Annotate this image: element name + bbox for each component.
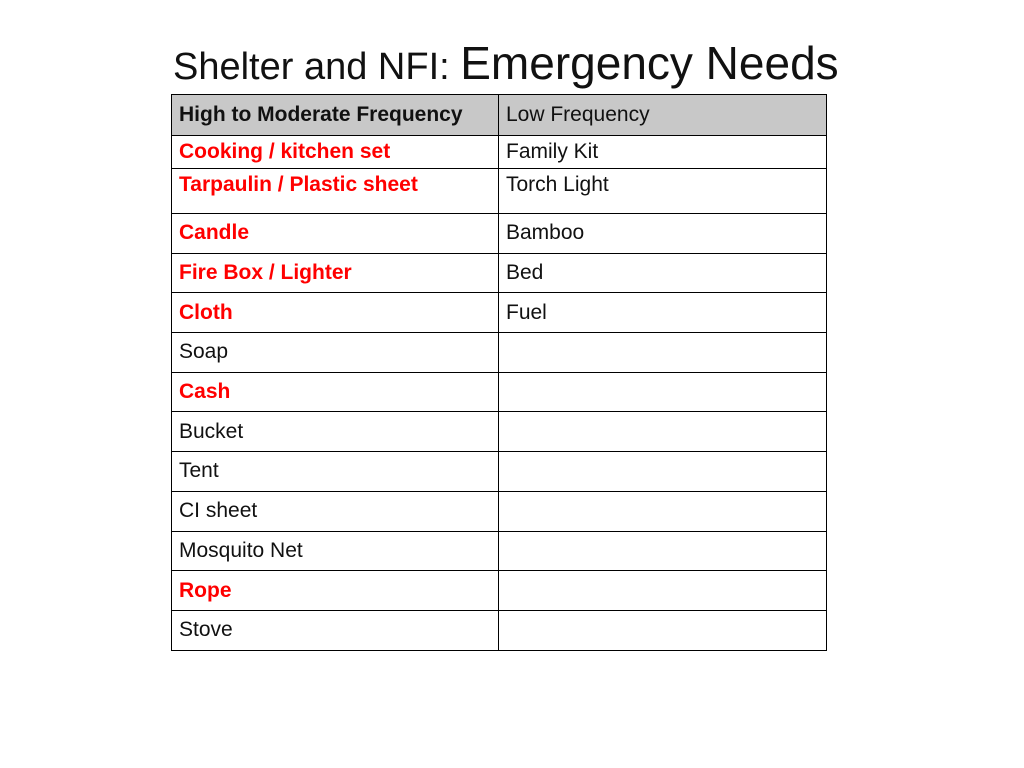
table-row [172,372,827,412]
low-frequency-cell: Bed [499,253,827,293]
table-header-row [172,95,827,136]
low-frequency-cell [499,491,827,531]
high-frequency-cell: Fire Box / Lighter [172,253,499,293]
high-frequency-cell: Soap [172,333,499,373]
title-main: Emergency Needs [460,37,839,89]
low-frequency-cell [499,571,827,611]
high-frequency-cell: Tarpaulin / Plastic sheet [172,169,499,214]
table-row [172,253,827,293]
high-frequency-cell: Cooking / kitchen set [172,136,499,169]
header-high-frequency: High to Moderate Frequency [172,95,499,136]
high-frequency-cell: Cloth [172,293,499,333]
table-row [172,412,827,452]
header-low-frequency: Low Frequency [499,95,827,136]
low-frequency-cell [499,333,827,373]
table-row [172,136,827,169]
table-row [172,293,827,333]
high-frequency-cell: Candle [172,214,499,254]
low-frequency-cell [499,531,827,571]
page-title [173,37,839,89]
low-frequency-cell: Fuel [499,293,827,333]
high-frequency-cell: Bucket [172,412,499,452]
high-frequency-cell: Tent [172,452,499,492]
table-row [172,333,827,373]
low-frequency-cell: Torch Light [499,169,827,214]
low-frequency-cell [499,452,827,492]
high-frequency-cell: CI sheet [172,491,499,531]
table-row [172,169,827,214]
low-frequency-cell: Family Kit [499,136,827,169]
table-row [172,571,827,611]
table-row [172,452,827,492]
table-row [172,531,827,571]
low-frequency-cell [499,372,827,412]
high-frequency-cell: Mosquito Net [172,531,499,571]
low-frequency-cell [499,610,827,650]
title-prefix: Shelter and NFI: [173,46,461,88]
table-row [172,491,827,531]
low-frequency-cell: Bamboo [499,214,827,254]
high-frequency-cell: Cash [172,372,499,412]
emergency-needs-table [171,94,827,651]
high-frequency-cell: Rope [172,571,499,611]
table-row [172,610,827,650]
table-row [172,214,827,254]
high-frequency-cell: Stove [172,610,499,650]
low-frequency-cell [499,412,827,452]
